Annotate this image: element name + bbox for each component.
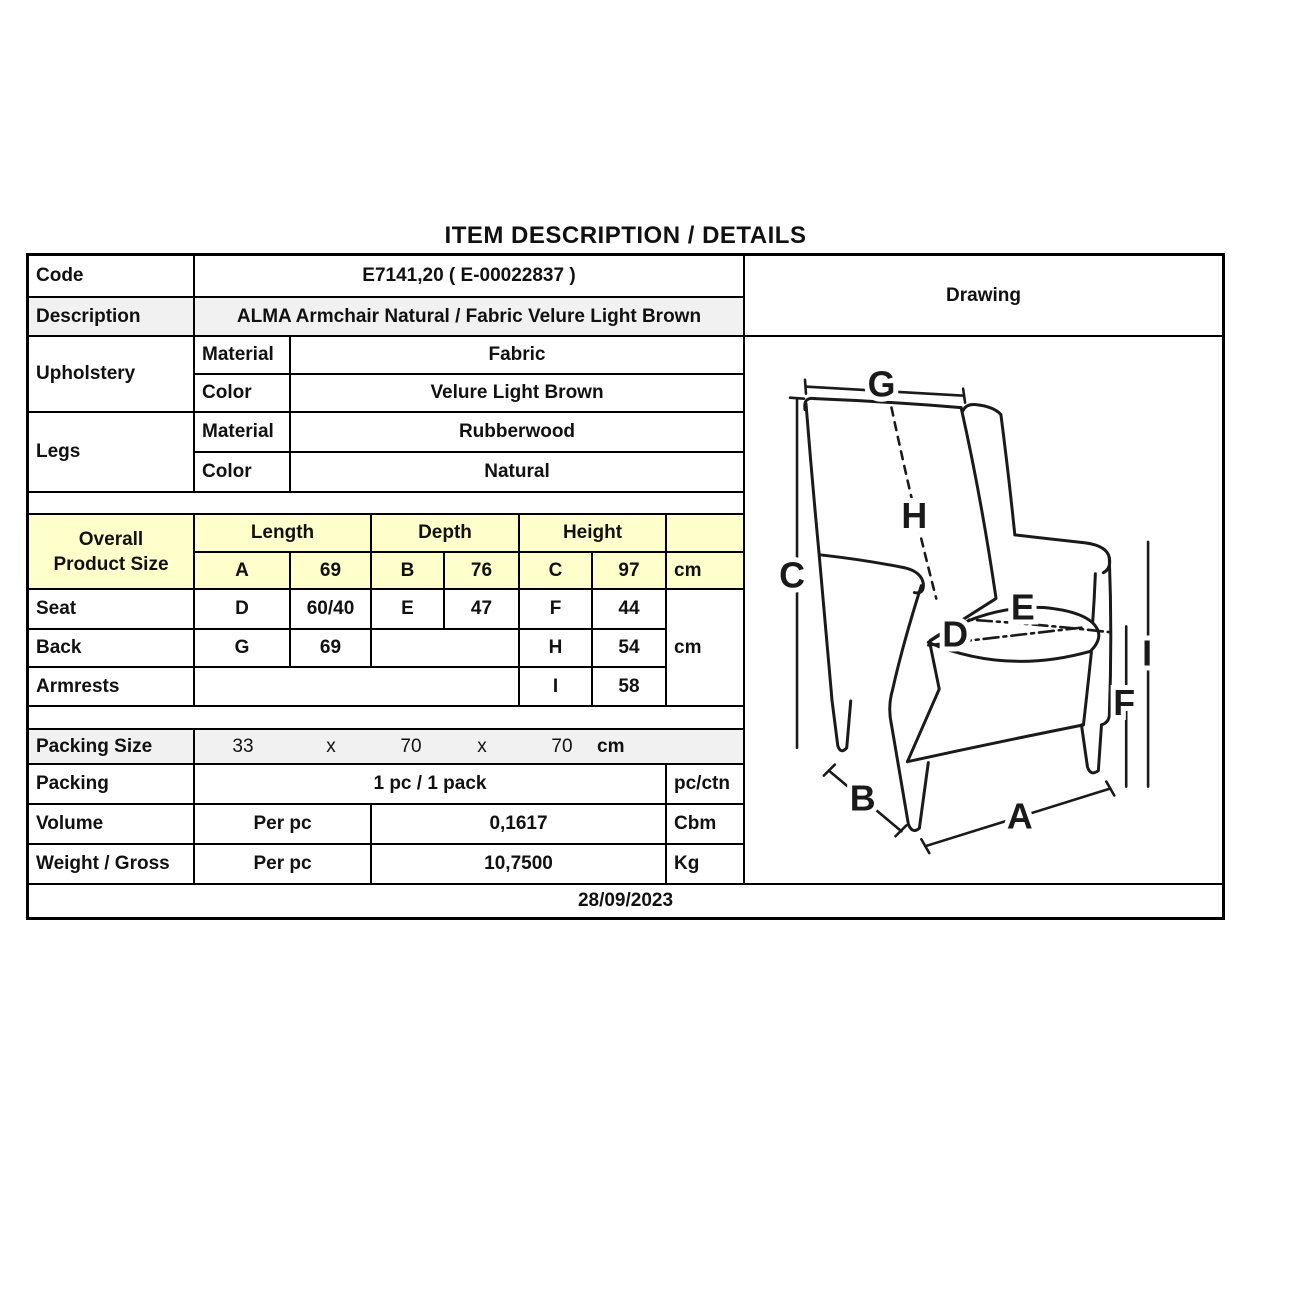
chair-front-right-leg [1081, 725, 1101, 773]
upholstery-material-key-cell: Material [195, 337, 291, 375]
chair-wing-inner [961, 408, 996, 598]
packing-size-v3: 70 [551, 735, 573, 757]
upholstery-color-value-cell: Velure Light Brown [291, 375, 745, 413]
overall-length-key-cell: A [195, 553, 291, 590]
legs-color-value-cell: Natural [291, 453, 745, 493]
dim-label-B: B [849, 778, 876, 819]
armrests-height-key-cell: I [520, 668, 593, 707]
packing-size-label-cell: Packing Size [29, 730, 195, 765]
page-title: ITEM DESCRIPTION / DETAILS [444, 222, 807, 249]
chair-frame-left [907, 645, 939, 761]
seat-label-cell: Seat [29, 590, 195, 630]
dim-label-I: I [1142, 633, 1153, 674]
packing-size-v2: 70 [400, 735, 422, 757]
dim-label-H: H [901, 496, 928, 537]
chair-left-arm-front [890, 586, 922, 725]
spacer-row [29, 493, 745, 515]
seat-depth-value-cell: 47 [445, 590, 520, 630]
spec-table [26, 253, 1225, 920]
legs-material-key-cell: Material [195, 413, 291, 453]
overall-size-label-line2: Product Size [53, 553, 169, 575]
volume-value-cell: 0,1617 [372, 805, 667, 845]
dim-label-F: F [1113, 682, 1136, 723]
overall-depth-value-cell: 76 [445, 553, 520, 590]
upholstery-label-cell: Upholstery [29, 337, 195, 413]
overall-size-label-cell [29, 515, 195, 590]
overall-unit-cell: cm [667, 553, 745, 590]
chair-left-arm-roll [820, 555, 924, 593]
weight-per-cell: Per pc [195, 845, 372, 885]
chair-wing-outer [1001, 415, 1015, 535]
back-empty-cell [372, 630, 520, 668]
dim-tick-C [790, 398, 804, 399]
legs-label-cell: Legs [29, 413, 195, 493]
overall-size-label-line1: Overall [78, 528, 144, 550]
weight-value-cell: 10,7500 [372, 845, 667, 885]
length-header-cell: Length [195, 515, 372, 553]
back-length-key-cell: G [195, 630, 291, 668]
legs-material-value-cell: Rubberwood [291, 413, 745, 453]
overall-length-value-cell: 69 [291, 553, 372, 590]
armchair-drawing [745, 337, 1220, 882]
back-height-value-cell: 54 [593, 630, 667, 668]
packing-unit-cell: pc/ctn [667, 765, 745, 805]
overall-depth-key-cell: B [372, 553, 445, 590]
overall-height-key-cell: C [520, 553, 593, 590]
legs-color-key-cell: Color [195, 453, 291, 493]
packing-size-v1: 33 [232, 735, 254, 757]
chair-back-left-edge [806, 404, 819, 552]
chair-right-arm-inner [1092, 574, 1095, 627]
seat-length-key-cell: D [195, 590, 291, 630]
seat-depth-key-cell: E [372, 590, 445, 630]
depth-header-cell: Depth [372, 515, 520, 553]
packing-size-x1: x [326, 735, 336, 757]
size-header-empty-cell [667, 515, 745, 553]
height-header-cell: Height [520, 515, 667, 553]
chair-right-arm-outer [1101, 558, 1110, 725]
chair-back-left-leg [832, 699, 851, 751]
dim-label-G: G [867, 364, 896, 405]
description-value-cell: ALMA Armchair Natural / Fabric Velure Light Brown [195, 298, 745, 337]
spacer-row [29, 707, 745, 730]
volume-unit-cell: Cbm [667, 805, 745, 845]
packing-size-x2: x [477, 735, 487, 757]
overall-height-value-cell: 97 [593, 553, 667, 590]
size-unit-merged-cell: cm [667, 590, 745, 707]
code-value-cell: E7141,20 ( E-00022837 ) [195, 256, 745, 298]
chair-front-left-leg [892, 725, 929, 831]
dim-label-C: C [779, 555, 805, 596]
armrests-empty-cell [195, 668, 520, 707]
chair-frame-bottom [907, 725, 1083, 762]
weight-unit-cell: Kg [667, 845, 745, 885]
upholstery-color-key-cell: Color [195, 375, 291, 413]
chair-left-arm-outer [819, 552, 832, 698]
packing-size-value-cell [195, 730, 745, 765]
chair-right-arm-roll [1015, 535, 1110, 573]
packing-size-unit: cm [597, 735, 625, 757]
volume-label-cell: Volume [29, 805, 195, 845]
packing-label-cell: Packing [29, 765, 195, 805]
packing-value-cell: 1 pc / 1 pack [195, 765, 667, 805]
drawing-canvas [745, 337, 1222, 885]
armrests-label-cell: Armrests [29, 668, 195, 707]
weight-label-cell: Weight / Gross [29, 845, 195, 885]
code-label-cell: Code [29, 256, 195, 298]
dim-label-D: D [942, 614, 969, 655]
seat-height-key-cell: F [520, 590, 593, 630]
dim-label-A: A [1006, 796, 1033, 837]
dim-label-E: E [1010, 587, 1035, 628]
chair-right-ear [963, 405, 1001, 415]
back-height-key-cell: H [520, 630, 593, 668]
armrests-height-value-cell: 58 [593, 668, 667, 707]
volume-per-cell: Per pc [195, 805, 372, 845]
date-cell: 28/09/2023 [29, 885, 1222, 917]
drawing-header-cell: Drawing [745, 256, 1222, 337]
back-length-value-cell: 69 [291, 630, 372, 668]
upholstery-material-value-cell: Fabric [291, 337, 745, 375]
seat-height-value-cell: 44 [593, 590, 667, 630]
back-label-cell: Back [29, 630, 195, 668]
description-label-cell: Description [29, 298, 195, 337]
seat-length-value-cell: 60/40 [291, 590, 372, 630]
chair-frame-right [1083, 652, 1091, 725]
